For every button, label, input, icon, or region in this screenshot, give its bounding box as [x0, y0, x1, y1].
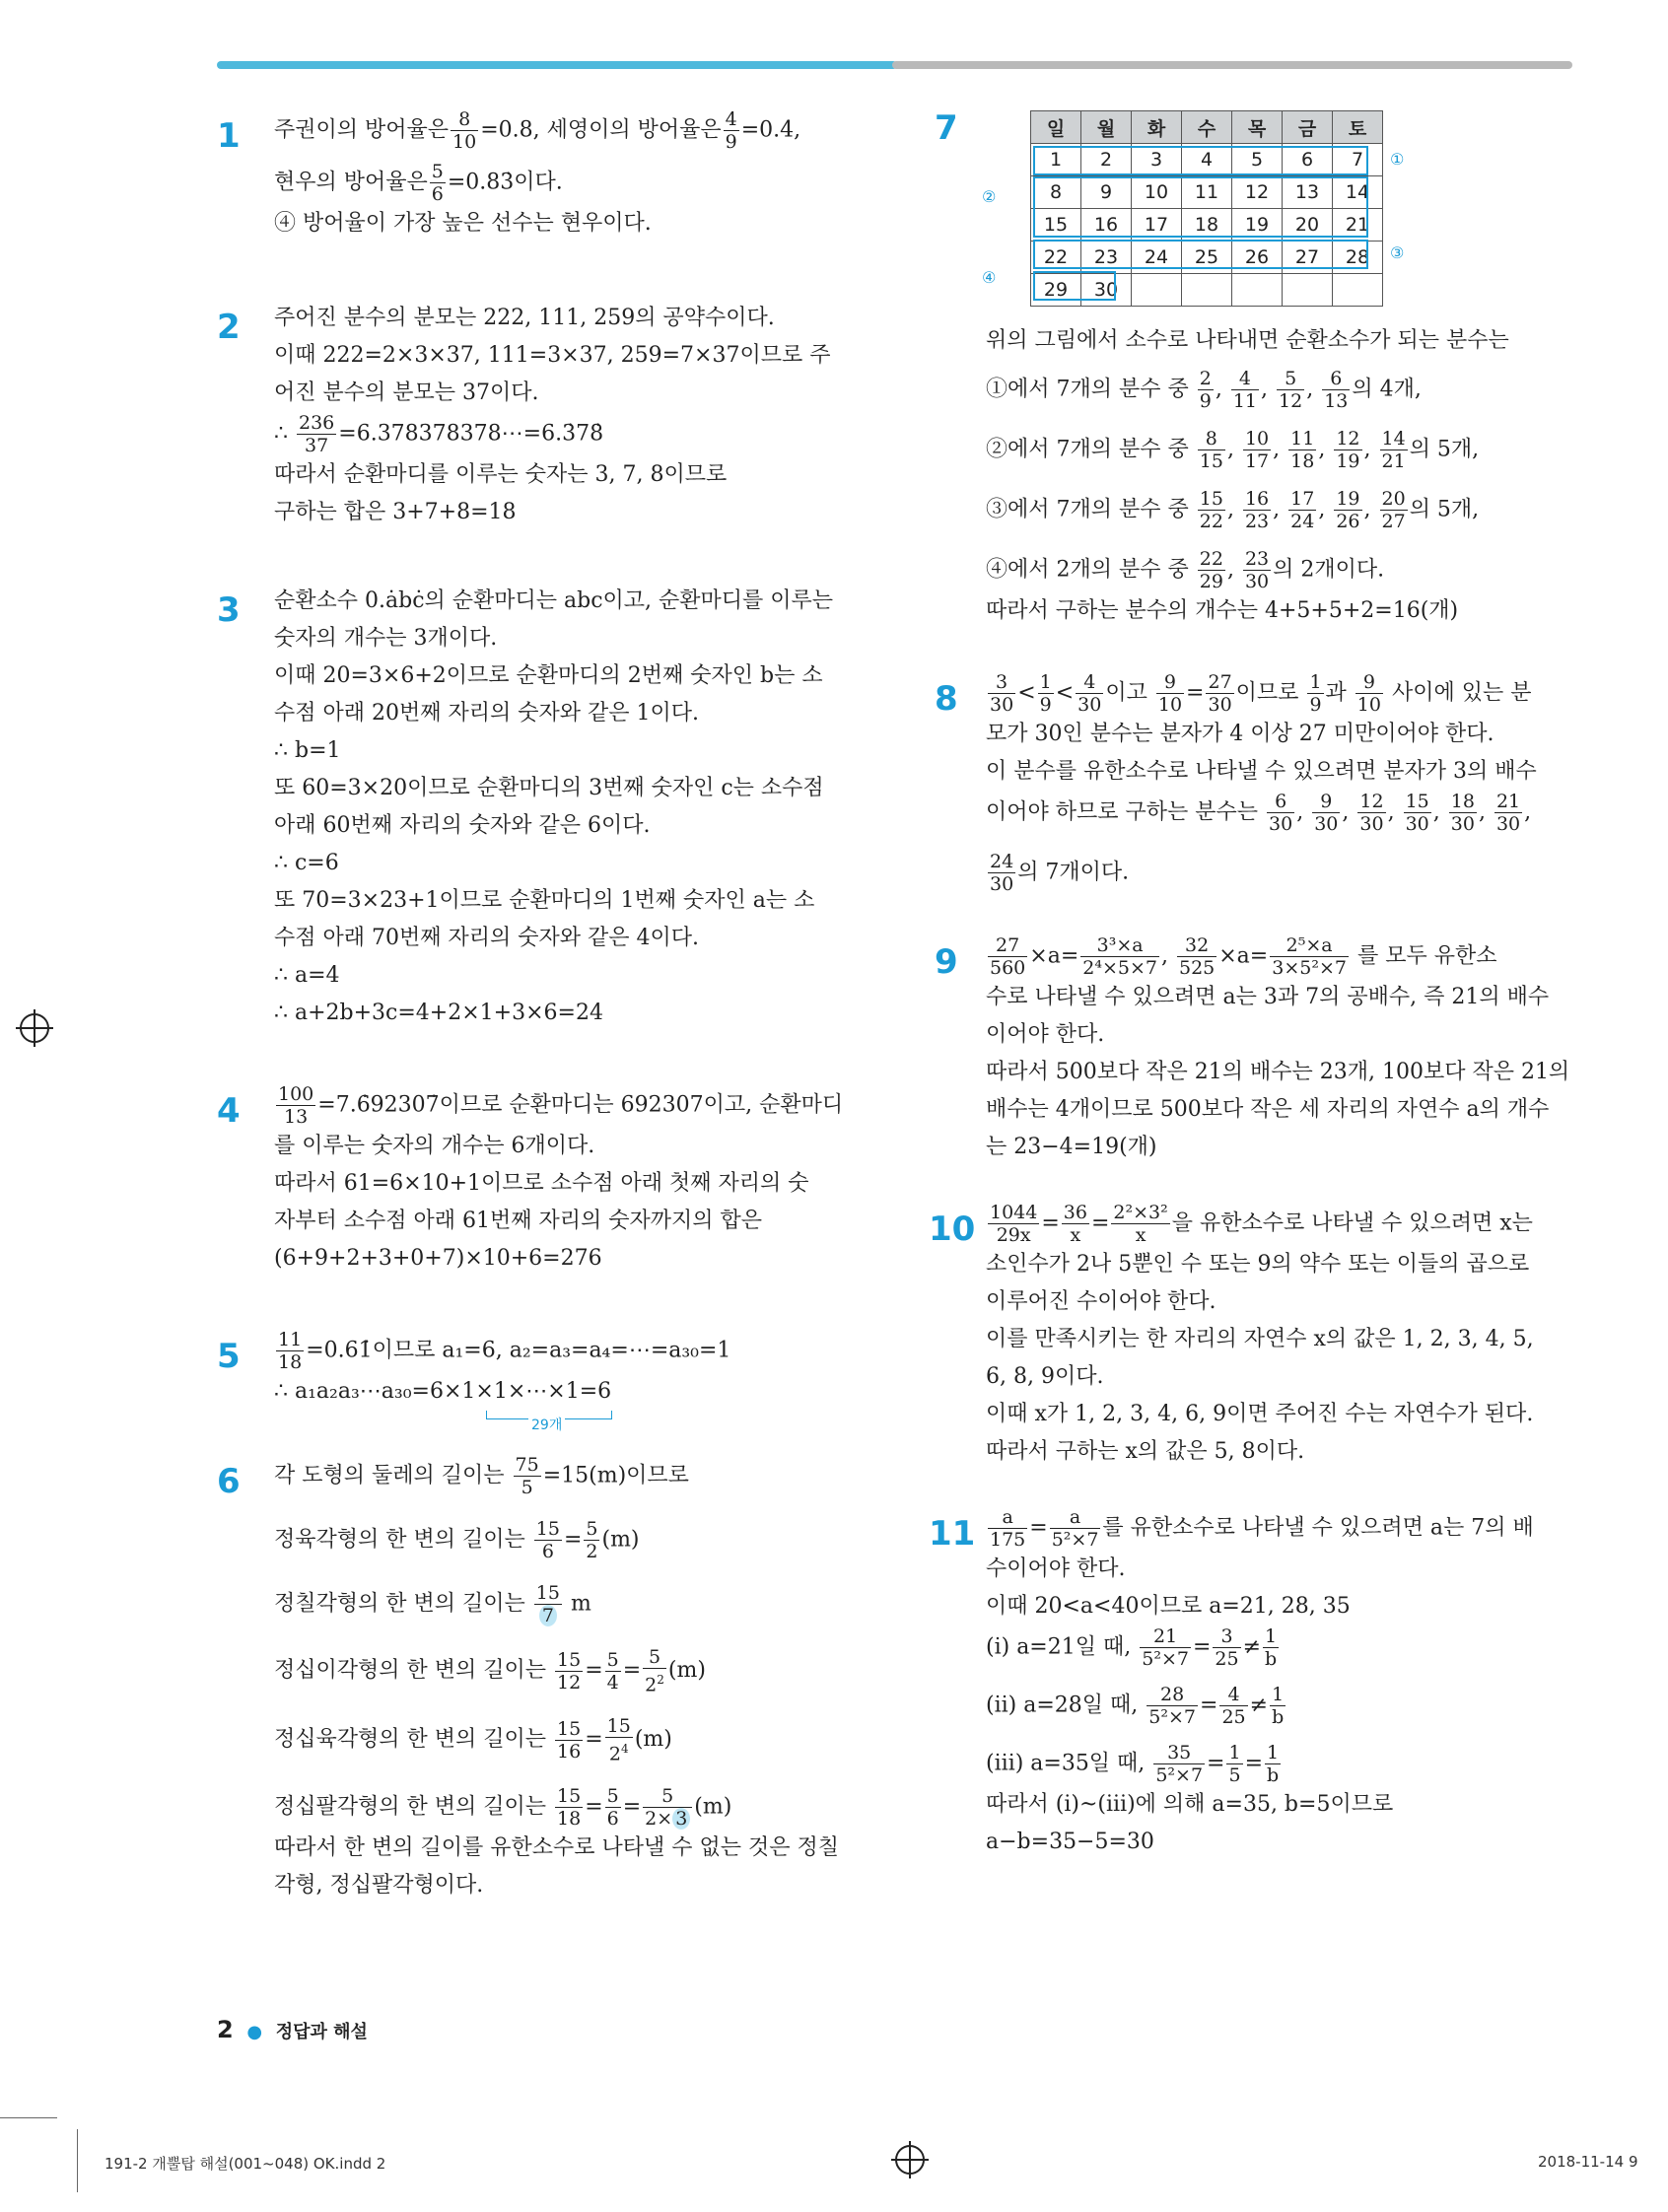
crop-mark-horizontal — [0, 2117, 57, 2118]
problem-11: 11 $\frac{a}{175}$ = $\frac{a}{\text{5²×7}}$ 를 유한소수로 나타낼 수 있으려면 a는 7의 배 수이어야 한다. 이때 20<a<40이므로 a=21, 28, 35 (ⅰ) a=21일 때, $\frac{21}{\text{5²×7}}$ = $\frac{3}{25}$ ≠ $\frac{1}{b}$ (ⅱ) a=28일 때, $\frac{28}{\text{5²×7}}$ = $\frac{4}{25}$ ≠ $\frac{1}{b}$ (ⅲ) a=35일 때, $\frac{35}{\text{5²×7}}$ = $\frac{1}{5}$ = $\frac{1}{b}$ 따라서 (ⅰ)~(ⅲ)에 의해 a=35, b=5이므로 a−b=35−5=30 — [929, 1506, 1534, 1854]
problem-number: 3 — [217, 590, 241, 630]
problem-number: 4 — [217, 1091, 241, 1131]
problem-2: 2 주어진 분수의 분모는 222, 111, 259의 공약수이다. 이때 222=2×3×37, 111=3×37, 259=7×37이므로 주 어진 분수의 분모는 37이다. ∴ $\frac{236}{37}$ =6.378378378⋯=6.3̇78̇ 따라서 순환마디를 이루는 숫자는 3, 7, 8이므로 구하는 합은 3+7+8=18 — [217, 306, 831, 524]
problem-number: 7 — [935, 108, 958, 148]
problem-1: 1 주권이의 방어율은 $\frac{8}{10}$ =0.8, 세영이의 방어율은 $\frac{4}{9}$ =0.4̇, 현우의 방어율은 $\frac{5}{6}$ =0.83̇이다. ④ 방어율이 가장 높은 선수는 현우이다. — [217, 108, 801, 236]
registration-mark-icon — [895, 2145, 925, 2175]
problem-5: 5 $\frac{11}{18}$ =0.61̇이므로 a₁=6, a₂=a₃=a₄=⋯=a₃₀=1 ∴ a₁a₂a₃⋯a₃₀=6×1×1×⋯×1=6 29개 — [217, 1329, 731, 1433]
problem-number: 6 — [217, 1462, 241, 1501]
problem-number: 1 — [217, 116, 241, 156]
top-bar-right — [892, 61, 1572, 69]
calendar-figure — [982, 110, 1577, 322]
calendar-row: 29 30 — [1031, 274, 1383, 307]
calendar-header: 일 월 화 수 목 금 토 — [1031, 111, 1383, 144]
crop-mark-vertical — [77, 2129, 78, 2192]
marker-4: ④ — [982, 268, 997, 287]
calendar-row: 15 16 17 18 19 20 21 — [1031, 209, 1383, 242]
calendar-row: 1 2 3 4 5 6 7 — [1031, 144, 1383, 176]
group-box-1 — [1033, 146, 1368, 175]
problem-number: 11 — [929, 1514, 976, 1554]
problem-4: 4 $\frac{100}{13}$ =7.6̇92307̇이므로 순환마디는 692307이고, 순환마디 를 이루는 숫자의 개수는 6개이다. 따라서 61=6×10+1이므로 소수점 아래 첫째 자리의 숫 자부터 소수점 아래 61번째 자리의 숫자까지의 합은 (6+9+2+3+0+7)×10+6=276 — [217, 1083, 844, 1271]
page-footer — [217, 2016, 368, 2043]
problem-10: 10 $\frac{1044}{29x}$ = $\frac{36}{x}$ = $\frac{\text{2²×3²}}{x}$ 을 유한소수로 나타낼 수 있으려면 x는 소인수가 2나 5뿐인 수 또는 9의 약수 또는 이들의 곱으로 이루어진 수이어야 한다. 이를 만족시키는 한 자리의 자연수 x의 값은 1, 2, 3, 4, 5, 6, 8, 9이다. 이때 x가 1, 2, 3, 4, 6, 9이면 주어진 수는 자연수가 된다. 따라서 구하는 x의 값은 5, 8이다. — [929, 1202, 1534, 1464]
print-date: 2018-11-14 9 — [1538, 2153, 1638, 2171]
right-column — [929, 108, 1577, 1861]
problem-number: 9 — [935, 942, 958, 982]
group-box-4 — [1033, 271, 1116, 301]
marker-2: ② — [982, 187, 997, 206]
left-column — [217, 108, 858, 1904]
marker-1: ① — [1390, 150, 1405, 169]
brace-count: 29개 — [528, 1415, 565, 1434]
problem-8: 8 $\frac{3}{30}$ < $\frac{1}{9}$ < $\frac{4}{30}$ 이고 $\frac{9}{10}$ = $\frac{27}{30}$ 이므로 $\frac{1}{9}$ 과 $\frac{9}{10}$ 사이에 있는 분 모가 30인 분수는 분자가 4 이상 27 미만이어야 한다. 이 분수를 유한소수로 나타낼 수 있으려면 분자가 3의 배수 이어야 하므로 구하는 분수는 $\frac{6}{30}$ , $\frac{9}{30}$ , $\frac{12}{30}$ , $\frac{15}{30}$ , $\frac{18}{30}$ , $\frac{21}{30}$ , $\frac{24}{30}$ 의 7개이다. — [935, 671, 1537, 895]
problem-number: 2 — [217, 308, 241, 347]
problem-number: 10 — [929, 1210, 976, 1249]
print-file-info: 191-2 개뿔탑 해설(001~048) OK.indd 2 — [104, 2155, 386, 2173]
bullet-icon: ● — [246, 2022, 263, 2042]
problem-number: 8 — [935, 679, 958, 719]
section-label: 정답과 해설 — [275, 2022, 368, 2042]
highlight-3: 3 — [672, 1808, 690, 1830]
group-box-2 — [1033, 176, 1368, 238]
problem-7: 7 일 월 화 수 목 금 토 1 2 3 4 5 6 7 8 9 10 11 12 13 14 15 16 17 18 19 20 21 22 23 24 25 26 27 28 29 30 ① ② ③ ④ 위의 그림에서 소수로 나타내면 순환소수가 되는 분수는 ①에서 7개의 분수 중 $\frac{2}{9}$ , $\frac{4}{11}$ , $\frac{5}{12}$ , $\frac{6}{13}$ 의 4개, ②에서 7개의 분수 중 $\frac{8}{15}$ , $\frac{10}{17}$ , $\frac{11}{18}$ , $\frac{12}{19}$ , $\frac{14}{21}$ 의 5개, ③에서 7개의 분수 중 $\frac{15}{22}$ , $\frac{16}{23}$ , $\frac{17}{24}$ , $\frac{19}{26}$ , $\frac{20}{27}$ 의 5개, ④에서 2개의 분수 중 $\frac{22}{29}$ , $\frac{23}{30}$ 의 2개이다. 따라서 구하는 분수의 개수는 4+5+5+2=16(개) — [986, 110, 1577, 630]
registration-mark-icon — [20, 1013, 49, 1043]
group-box-3 — [1033, 240, 1368, 269]
calendar-row: 22 23 24 25 26 27 28 — [1031, 242, 1383, 274]
problem-9: 9 $\frac{27}{560}$ ×a= $\frac{\text{3³×a}}{\text{2⁴×5×7}}$ , $\frac{32}{525}$ ×a= $\frac{\text{2⁵×a}}{\text{3×5²×7}}$ 를 모두 유한소 수로 나타낼 수 있으려면 a는 3과 7의 공배수, 즉 21의 배수 이어야 한다. 따라서 500보다 작은 21의 배수는 23개, 100보다 작은 21의 배수는 4개이므로 500보다 작은 세 자리의 자연수 a의 개수 는 23−4=19(개) — [935, 934, 1570, 1159]
top-bar-left — [217, 61, 897, 69]
marker-3: ③ — [1390, 243, 1405, 262]
problem-3: 3 순환소수 0.ȧbċ의 순환마디는 abc이고, 순환마디를 이루는 숫자의 개수는 3개이다. 이때 20=3×6+2이므로 순환마디의 2번째 숫자인 b는 소 수점 아래 20번째 자리의 숫자와 같은 1이다. ∴ b=1 또 60=3×20이므로 순환마디의 3번째 숫자인 c는 소수점 아래 60번째 자리의 숫자와 같은 6이다. ∴ c=6 또 70=3×23+1이므로 순환마디의 1번째 숫자인 a는 소 수점 아래 70번째 자리의 숫자와 같은 4이다. ∴ a=4 ∴ a+2b+3c=4+2×1+3×6=24 — [217, 588, 834, 1025]
page-number: 2 — [217, 2016, 234, 2043]
highlight-7: 7 — [539, 1605, 557, 1626]
calendar-row: 8 9 10 11 12 13 14 — [1031, 176, 1383, 209]
problem-number: 5 — [217, 1337, 241, 1376]
problem-6: 6 각 도형의 둘레의 길이는 $\frac{75}{5}$ =15(m)이므로 정육각형의 한 변의 길이는 $\frac{15}{6}$ = $\frac{5}{2}$ (m) 정칠각형의 한 변의 길이는 $\frac{15}{7}$ m 정십이각형의 한 변의 길이는 $\frac{15}{12}$ = $\frac{5}{4}$ = $\frac{5}{2^2}$ (m) 정십육각형의 한 변의 길이는 $\frac{15}{16}$ = $\frac{15}{2^4}$ (m) 정십팔각형의 한 변의 길이는 $\frac{15}{18}$ = $\frac{5}{6}$ = $\frac{5}{2\times 3}$ (m) 따라서 한 변의 길이를 유한소수로 나타낼 수 없는 것은 정칠 각형, 정십팔각형이다. — [217, 1454, 839, 1898]
